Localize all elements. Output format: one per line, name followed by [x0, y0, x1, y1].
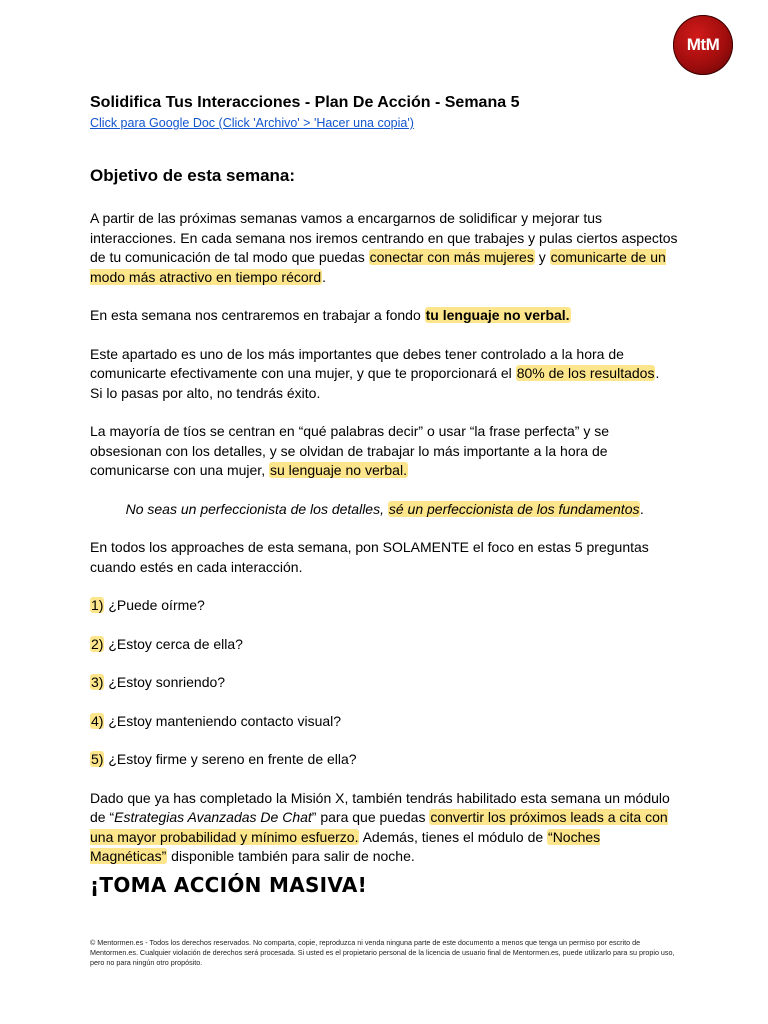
paragraph-intro: A partir de las próximas semanas vamos a encargarnos de solidificar y mejorar tus interacciones. En cada semana nos iremos centrando en que trabajes y pulas ciertos aspectos de tu comunicación de tal modo que puedas conectar con más mujeres y comunicarte de un modo más atractivo en tiempo récord. — [90, 210, 678, 285]
question-number: 2) — [91, 635, 104, 652]
paragraph-focus: En esta semana nos centraremos en trabajar a fondo tu lenguaje no verbal. — [90, 307, 570, 323]
quote: No seas un perfeccionista de los detalles, sé un perfeccionista de los fundamentos. — [125, 500, 645, 517]
question-item: 1) ¿Puede oírme? — [91, 597, 205, 613]
highlight-text: su lenguaje no verbal. — [269, 462, 407, 478]
highlight-text: conectar con más mujeres — [369, 249, 534, 265]
mtm-logo — [673, 15, 733, 75]
module-name: Estrategias Avanzadas De Chat — [114, 809, 312, 825]
question-item: 4) ¿Estoy manteniendo contacto visual? — [91, 712, 342, 729]
highlight-bold-text: tu lenguaje no verbal. — [425, 307, 570, 323]
question-item: 2) ¿Estoy cerca de ella? — [91, 635, 243, 652]
highlight-text: “Noches Magnéticas” — [90, 828, 601, 864]
highlight-text: 80% de los resultados — [516, 365, 655, 381]
logo-text: MtM — [686, 35, 720, 54]
question-item: 5) ¿Estoy firme y sereno en frente de ella? — [91, 751, 357, 767]
paragraph-importance: Este apartado es uno de los más importantes que debes tener controlado a la hora de comunicarte efectivamente con una mujer, y que te proporcionará el 80% de los resultados. Si lo pasas por alto, no tendrás éxito. — [90, 345, 660, 401]
question-item: 3) ¿Estoy sonriendo? — [91, 674, 226, 690]
highlight-text: convertir los próximos leads a cita con una mayor probabilidad y mínimo esfuerzo. — [90, 809, 668, 845]
document-title: Solidifica Tus Interacciones - Plan De Acción - Semana 5 — [90, 94, 520, 111]
paragraph-details: La mayoría de tíos se centran en “qué palabras decir” o usar “la frase perfecta” y se obsesionan con los detalles, y se olvidan de trabajar lo más importante a la hora de comunicarse con una mujer, su lenguaje no verbal. — [90, 423, 610, 478]
copyright-footer: © Mentormen.es - Todos los derechos reservados. No comparta, copie, reproduzca ni venda ninguna parte de este documento a menos que tenga un permiso por escrito de Mentormen.es. Cualquier violación de derechos será procesada. Si usted es el propietario personal de la licencia de usuario final de Mentormen.es, puede utilizarlo para su propio uso, pero no para ningún otro propósito. — [90, 938, 675, 967]
google-doc-link[interactable]: Click para Google Doc (Click 'Archivo' > 'Hacer una copia') — [90, 116, 414, 130]
document-body — [90, 93, 680, 897]
call-to-action: ¡TOMA ACCIÓN MASIVA! — [90, 872, 368, 897]
highlight-text: comunicarte de un modo más atractivo en tiempo récord — [90, 249, 666, 285]
question-number: 4) — [91, 712, 104, 729]
paragraph-questions-intro: En todos los approaches de esta semana, pon SOLAMENTE el foco en estas 5 preguntas cuando estés en cada interacción. — [90, 539, 649, 575]
question-number: 5) — [91, 751, 104, 767]
section-title: Objetivo de esta semana: — [90, 166, 296, 185]
paragraph-modules: Dado que ya has completado la Misión X, también tendrás habilitado esta semana un módulo de “Estrategias Avanzadas De Chat” para que puedas convertir los próximos leads a cita con una mayor probabilidad y mínimo esfuerzo. Además, tienes el módulo de “Noches Magnéticas” disponible también para salir de noche. — [90, 789, 670, 864]
question-number: 3) — [91, 674, 104, 690]
question-number: 1) — [91, 597, 104, 613]
highlight-text: sé un perfeccionista de los fundamentos — [388, 500, 640, 517]
